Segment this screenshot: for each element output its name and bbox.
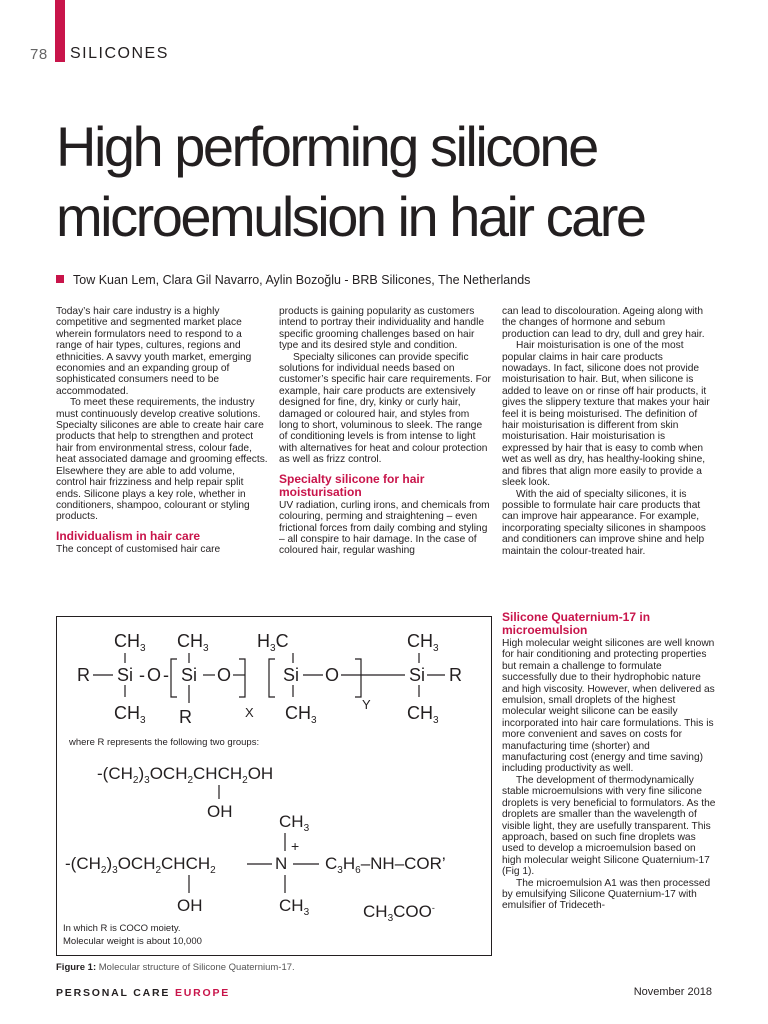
section-heading: Specialty silicone for hair moisturisation — [279, 471, 425, 499]
svg-text:Si: Si — [283, 665, 300, 685]
paragraph: The development of thermodynamically stable microemulsions with very fine silicone droplets is very beneficial to formulators. As the droplets are smaller than the wavelength of visible light, they are usefully transparent. This approach, based on such fine droplets was used to develop a microemulsion based on high molecular weight Silicone Quaternium-17 (Fig 1). — [502, 774, 716, 878]
figure-caption — [56, 962, 295, 973]
svg-text:CH3: $CH_3$ — [407, 631, 439, 654]
section-label: SILICONES — [70, 45, 169, 62]
paragraph: With the aid of specialty silicones, it is possible to formulate hair care products that can improve hair appearance. For example, incorporating specialty silicones in shampoos and conditioners can improve shine and help maintain the colour-treated hair. — [502, 488, 706, 557]
svg-text:Y: Y — [362, 697, 371, 712]
section-heading: Silicone Quaternium-17 in microemulsion — [502, 610, 651, 637]
title-line-2: microemulsion in hair care — [56, 185, 645, 248]
svg-text:CH3: $CH_3$ — [114, 631, 146, 654]
svg-text:CH3: $CH_3$ — [279, 896, 310, 918]
title-line-1: High performing silicone — [56, 115, 597, 178]
svg-text:Si: Si — [409, 665, 426, 685]
paragraph: products is gaining popularity as customers intend to portray their individuality and handle specific grooming challenges based on hair type and its desired style and condition. — [279, 306, 485, 352]
paragraph: To meet these requirements, the industry must continuously develop creative solutions. Specialty silicones are able to create hair care products that help to strengthen and protect hair from environmental stress, colour fade, heat associated damage and grooming effects. Elsewhere they are able to add volume, control hair frizziness and help repair split ends. Silicone plays a key role, whether in conditioners, shampoo, colourant or styling products. — [56, 397, 268, 523]
svg-text:CH3: $CH_3$ — [285, 703, 317, 726]
figure-note-line-2: Molecular weight is about 10,000 — [63, 936, 202, 947]
paragraph: The concept of customised hair care — [56, 543, 221, 555]
svg-text:-(CH2)3OCH2CHCH2: $-(CH_2)_3OCH_2CHCH_2$ — [65, 854, 216, 876]
svg-text:+: + — [291, 838, 300, 854]
footer-brand — [56, 987, 230, 999]
svg-text:-: - — [139, 665, 145, 685]
paragraph: UV radiation, curling irons, and chemicals from colouring, perming and straightening – even frictional forces from daily combing and styling – all conspire to hair damage. In the case of coloured hair, regular washing — [279, 499, 490, 557]
byline — [56, 273, 530, 287]
paragraph: Hair moisturisation is one of the most popular claims in hair care products nowadays. In fact, silicone does not provide moisturisation to hair. But, when silicone is added to leave on or rinse off hair products, it gives the slippery texture that makes your hair feel it is being moisturised. The definition of hair moisturisation is different from skin moisturisation. Hair moisturisation is expressed by hair that is easy to comb when wet as well as dry, has healthy-looking shine, and fibres that align more easily to provide a sleek look. — [502, 340, 710, 489]
svg-text:CH3COO-: $CH_3COO^-$ — [363, 902, 435, 924]
svg-text:X: X — [245, 705, 254, 720]
svg-text:OH: OH — [207, 802, 233, 821]
svg-text:O: O — [325, 665, 340, 685]
bullet-square-icon — [56, 275, 64, 283]
svg-text:R: R — [449, 665, 462, 685]
svg-text:C3H6–NH–COR’: $C_3H_6-NH$–COR’ — [325, 854, 446, 876]
figure-1-molecular-structure — [56, 616, 492, 956]
svg-text:Si: Si — [181, 665, 198, 685]
footer-brand-main: PERSONAL CARE — [56, 987, 175, 999]
article-title — [56, 112, 736, 252]
column-2 — [279, 306, 491, 557]
paragraph: Today’s hair care industry is a highly competitive and segmented market place wherein formulators need to respond to a range of hair types, cultures, regions and ethnicities. A savvy youth market, emerging economies and an expanding group of sophisticated consumers need to be accommodated. — [56, 306, 252, 397]
chemical-structure-diagram — [57, 617, 491, 955]
byline-text: Tow Kuan Lem, Clara Gil Navarro, Aylin Bozoğlu - BRB Silicones, The Netherlands — [73, 273, 531, 287]
figure-note-line-1: In which R is COCO moiety. — [63, 923, 181, 934]
svg-text:R: R — [179, 707, 192, 727]
svg-text:O: O — [217, 665, 232, 685]
accent-bar — [55, 0, 65, 62]
paragraph: High molecular weight silicones are well known for hair conditioning and protecting properties but remain a challenge to formulate successfully due to their hydrophobic nature and high viscosity. However, when delivered as emulsion, small droplets of the highest molecular weight silicone can be easily incorporated into hair care formulations. This is more convenient and saves on costs for manufacturing time (shorter) and manufacturing cost (energy and time saving) including productivity as well. — [502, 638, 715, 775]
caption-text: Molecular structure of Silicone Quaternium-17. — [96, 962, 295, 973]
svg-text:-(CH2)3OCH2CHCH2OH: $-(CH_2)_3OCH_2CHCH_2OH$ — [97, 764, 274, 786]
column-1 — [56, 306, 268, 555]
column-3-continued — [502, 604, 717, 912]
svg-text:CH3: $CH_3$ — [177, 631, 209, 654]
svg-text:R: R — [77, 665, 90, 685]
svg-text:N: N — [275, 854, 288, 873]
svg-text:OH: OH — [177, 896, 203, 915]
paragraph: Specialty silicones can provide specific solutions for individual needs based on customer’s specific hair care requirements. For example, hair care products are extensively designed for fine, dry, kinky or curly hair, damaged or coloured hair, and styles from long to short, voluminous to sleek. The range of conditioning levels is from intense to light with alternatives for heat and colour protection as well as frizz control. — [279, 351, 491, 466]
groups-note: where R represents the following two groups: — [69, 737, 260, 748]
caption-label: Figure 1: — [56, 962, 97, 973]
svg-text:CH3: $CH_3$ — [114, 703, 146, 726]
svg-text:CH3: $CH_3$ — [279, 812, 310, 834]
paragraph: The microemulsion A1 was then processed by emulsifying Silicone Quaternium-17 with emulsifier of Trideceth- — [502, 877, 711, 912]
column-3 — [502, 306, 714, 557]
footer-date: November 2018 — [633, 986, 712, 998]
section-heading: Individualism in hair care — [56, 528, 201, 543]
footer-brand-accent: EUROPE — [174, 987, 231, 999]
svg-text:CH3: $CH_3$ — [407, 703, 439, 726]
svg-text:H3C: $H_3C$ — [257, 631, 289, 654]
page-number: 78 — [30, 46, 48, 63]
svg-text:O: O — [147, 665, 162, 685]
svg-text:Si: Si — [117, 665, 134, 685]
paragraph: can lead to discolouration. Ageing along with the changes of hormone and sebum production can lead to dry, dull and grey hair. — [502, 306, 705, 340]
svg-text:-: - — [163, 665, 169, 685]
